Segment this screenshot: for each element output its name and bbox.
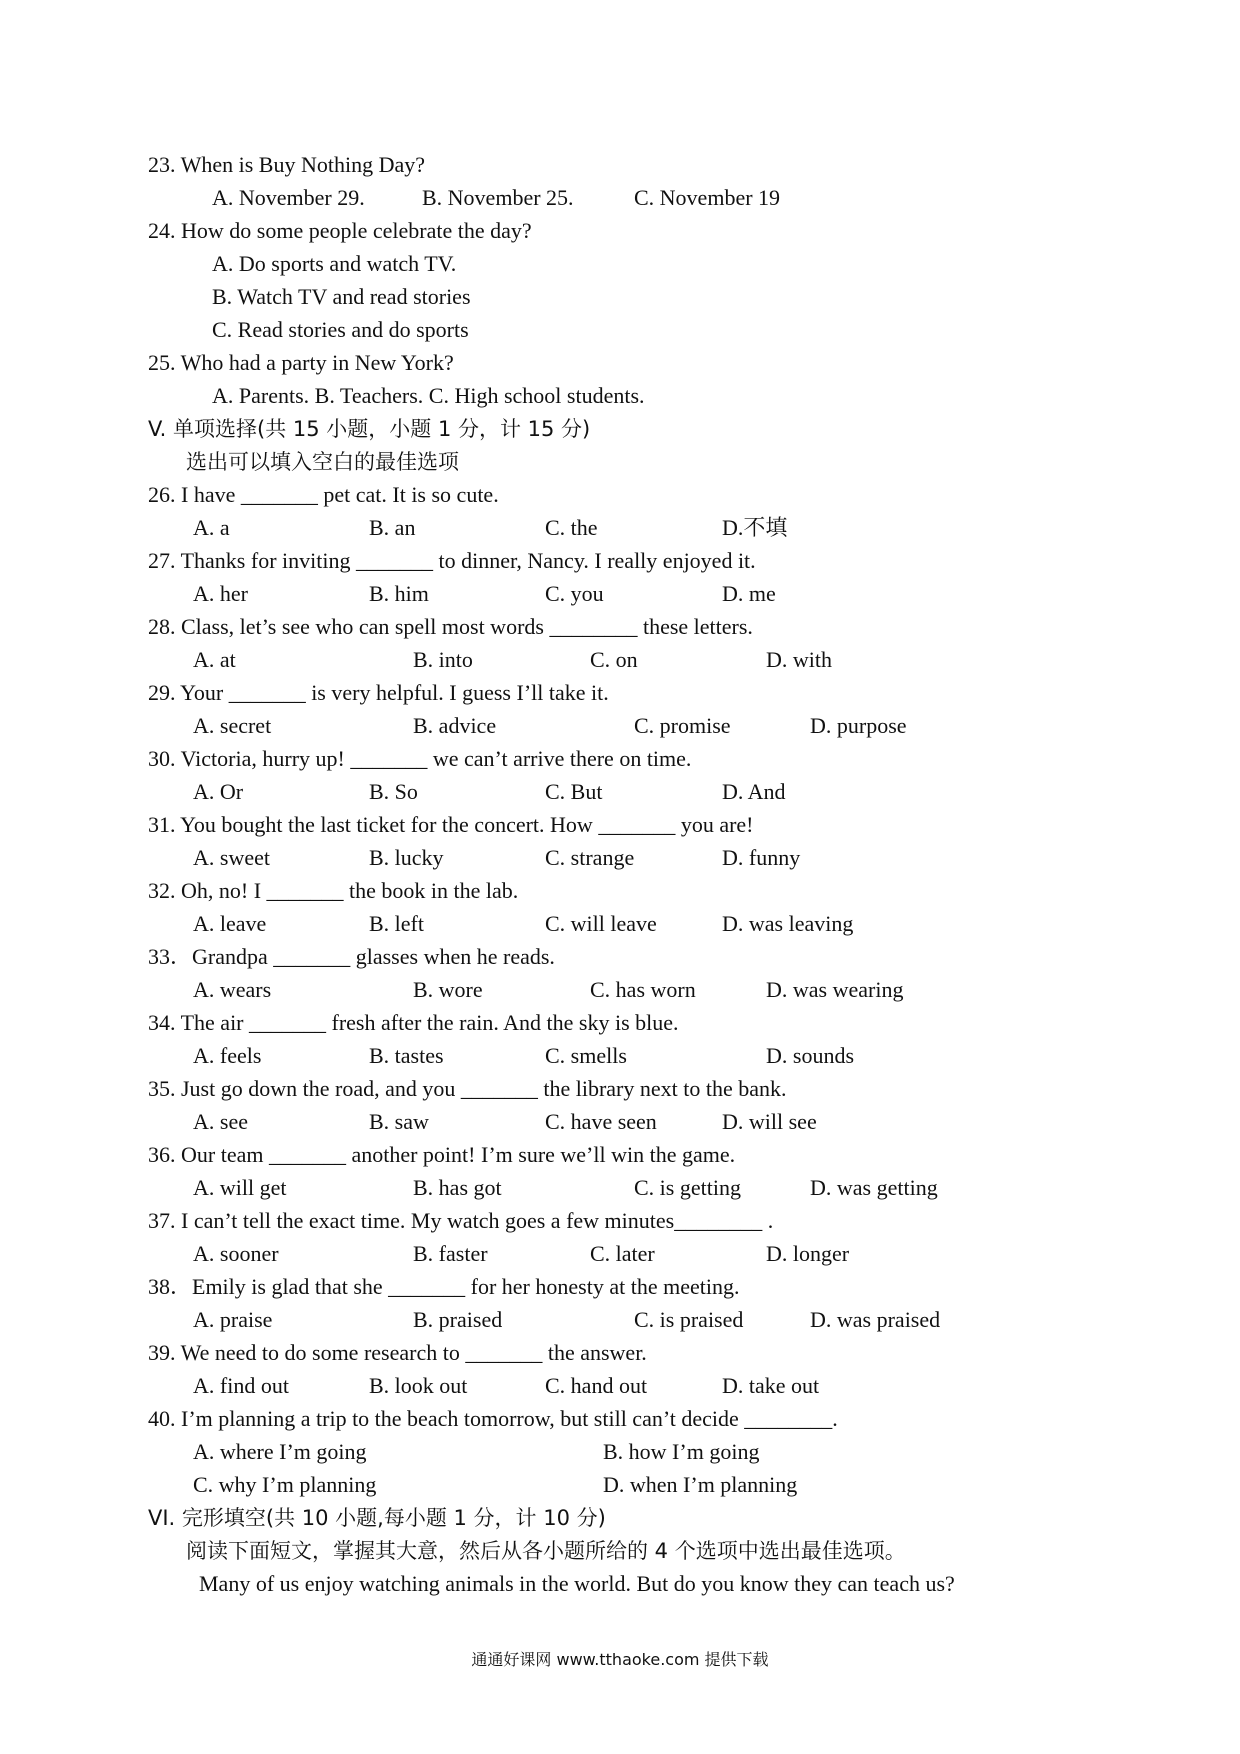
option-29-d: D. purpose (810, 713, 907, 738)
option-23-a: A. November 29. (212, 185, 365, 210)
question-36: 36. Our team _______ another point! I’m sure we’ll win the game. (148, 1142, 736, 1167)
option-32-a: A. leave (193, 911, 267, 936)
option-34-c: C. smells (545, 1043, 627, 1068)
option-31-b: B. lucky (369, 845, 444, 870)
option-33-a: A. wears (193, 977, 272, 1002)
question-35: 35. Just go down the road, and you _______ the library next to the bank. (148, 1076, 787, 1101)
option-38-d: D. was praised (810, 1307, 941, 1332)
option-24-c: C. Read stories and do sports (212, 317, 469, 342)
option-28-a: A. at (193, 647, 236, 672)
question-30: 30. Victoria, hurry up! _______ we can’t arrive there on time. (148, 746, 692, 771)
option-37-c: C. later (590, 1241, 655, 1266)
option-39-b: B. look out (369, 1373, 468, 1398)
option-27-a: A. her (193, 581, 248, 606)
section-6-instruction: 阅读下面短文，掌握其大意，然后从各小题所给的 4 个选项中选出最佳选项。 (186, 1539, 906, 1563)
option-31-d: D. funny (722, 845, 801, 870)
page-footer: 通通好课网 www.tthaoke.com 提供下载 (471, 1650, 769, 1669)
question-33: 33．Grandpa _______ glasses when he reads. (148, 944, 555, 969)
option-34-d: D. sounds (766, 1043, 855, 1068)
option-28-d: D. with (766, 647, 832, 672)
option-29-a: A. secret (193, 713, 272, 738)
section-5-heading: V. 单项选择(共 15 小题，小题 1 分，计 15 分) (148, 417, 591, 441)
option-40-a: A. where I’m going (193, 1439, 367, 1464)
question-40: 40. I’m planning a trip to the beach tomorrow, but still can’t decide ________. (148, 1406, 838, 1431)
option-23-c: C. November 19 (634, 185, 781, 210)
option-37-a: A. sooner (193, 1241, 279, 1266)
option-36-c: C. is getting (634, 1175, 741, 1200)
option-32-b: B. left (369, 911, 424, 936)
option-27-d: D. me (722, 581, 776, 606)
option-34-b: B. tastes (369, 1043, 444, 1068)
option-37-b: B. faster (413, 1241, 488, 1266)
option-33-d: D. was wearing (766, 977, 904, 1002)
option-26-d: D.不填 (722, 515, 788, 540)
option-30-b: B. So (369, 779, 418, 804)
question-27: 27. Thanks for inviting _______ to dinner, Nancy. I really enjoyed it. (148, 548, 756, 573)
option-31-a: A. sweet (193, 845, 270, 870)
option-40-c: C. why I’m planning (193, 1472, 377, 1497)
option-34-a: A. feels (193, 1043, 262, 1068)
option-35-a: A. see (193, 1109, 248, 1134)
option-31-c: C. strange (545, 845, 635, 870)
option-35-d: D. will see (722, 1109, 817, 1134)
question-38: 38．Emily is glad that she _______ for her honesty at the meeting. (148, 1274, 740, 1299)
option-30-d: D. And (722, 779, 786, 804)
question-23: 23. When is Buy Nothing Day? (148, 152, 426, 177)
option-35-c: C. have seen (545, 1109, 657, 1134)
question-26: 26. I have _______ pet cat. It is so cute. (148, 482, 499, 507)
option-28-b: B. into (413, 647, 473, 672)
question-29: 29. Your _______ is very helpful. I guess I’ll take it. (148, 680, 609, 705)
option-37-d: D. longer (766, 1241, 850, 1266)
option-27-b: B. him (369, 581, 429, 606)
question-25: 25. Who had a party in New York? (148, 350, 454, 375)
option-39-d: D. take out (722, 1373, 820, 1398)
option-26-c: C. the (545, 515, 598, 540)
question-31: 31. You bought the last ticket for the concert. How _______ you are! (148, 812, 754, 837)
question-34: 34. The air _______ fresh after the rain. And the sky is blue. (148, 1010, 679, 1035)
option-40-b: B. how I’m going (603, 1439, 760, 1464)
option-36-d: D. was getting (810, 1175, 938, 1200)
option-33-c: C. has worn (590, 977, 696, 1002)
option-30-a: A. Or (193, 779, 244, 804)
option-39-c: C. hand out (545, 1373, 648, 1398)
option-27-c: C. you (545, 581, 604, 606)
option-38-b: B. praised (413, 1307, 503, 1332)
option-32-d: D. was leaving (722, 911, 854, 936)
option-29-b: B. advice (413, 713, 497, 738)
section-6-heading: VI. 完形填空(共 10 小题,每小题 1 分，计 10 分) (148, 1506, 606, 1530)
option-35-b: B. saw (369, 1109, 429, 1134)
option-39-a: A. find out (193, 1373, 289, 1398)
option-36-a: A. will get (193, 1175, 287, 1200)
option-33-b: B. wore (413, 977, 483, 1002)
option-24-a: A. Do sports and watch TV. (212, 251, 457, 276)
option-32-c: C. will leave (545, 911, 657, 936)
option-29-c: C. promise (634, 713, 731, 738)
question-32: 32. Oh, no! I _______ the book in the lab. (148, 878, 519, 903)
option-38-c: C. is praised (634, 1307, 744, 1332)
question-37: 37. I can’t tell the exact time. My watch goes a few minutes________ . (148, 1208, 774, 1233)
option-38-a: A. praise (193, 1307, 273, 1332)
question-28: 28. Class, let’s see who can spell most words ________ these letters. (148, 614, 753, 639)
option-24-b: B. Watch TV and read stories (212, 284, 471, 309)
option-23-b: B. November 25. (422, 185, 574, 210)
option-40-d: D. when I’m planning (603, 1472, 798, 1497)
option-30-c: C. But (545, 779, 603, 804)
section-5-instruction: 选出可以填入空白的最佳选项 (186, 450, 459, 474)
passage-first-line: Many of us enjoy watching animals in the world. But do you know they can teach us? (199, 1571, 955, 1596)
option-25-abc: A. Parents. B. Teachers. C. High school students. (212, 383, 645, 408)
option-28-c: C. on (590, 647, 638, 672)
option-26-b: B. an (369, 515, 416, 540)
question-24: 24. How do some people celebrate the day? (148, 218, 532, 243)
option-36-b: B. has got (413, 1175, 502, 1200)
option-26-a: A. a (193, 515, 230, 540)
question-39: 39. We need to do some research to _______ the answer. (148, 1340, 647, 1365)
